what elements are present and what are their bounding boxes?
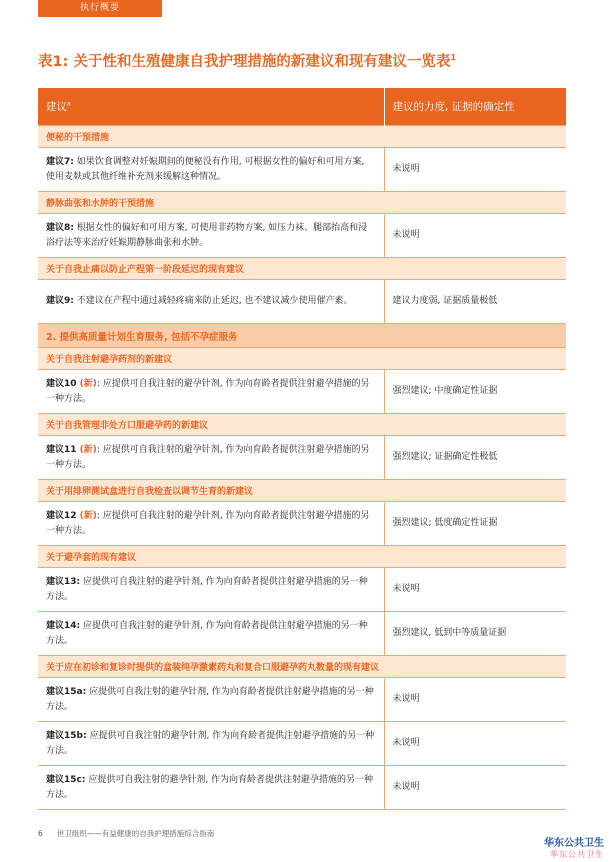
title-prefix: 表1:: [38, 54, 69, 70]
strength-cell: 强烈建议; 证据确定性极低: [384, 436, 566, 480]
recommendation-text: : 应提供可自我注射的避孕针剂, 作为向育龄者提供注射避孕措施的另一种方法。: [46, 444, 370, 470]
recommendation-text: 应提供可自我注射的避孕针剂, 作为向育龄者提供注射避孕措施的另一种方法。: [46, 730, 375, 756]
recommendation-label: 建议8:: [46, 222, 74, 233]
recommendation-cell: [38, 148, 384, 192]
new-badge: (新): [76, 510, 97, 521]
column-header-recommendation: 建议$^a$: [38, 88, 384, 126]
recommendation-cell: [38, 214, 384, 258]
table-row: [38, 722, 566, 766]
header-tab: 执行概要: [38, 0, 162, 17]
strength-cell: 未说明: [384, 214, 566, 258]
recommendation-text: 不建议在产程中通过减轻疼痛来防止延迟, 也不建议减少使用催产素。: [73, 296, 353, 306]
table-row: [38, 280, 566, 324]
recommendation-cell: [38, 612, 384, 656]
section-row: [38, 258, 566, 280]
title-text: 关于性和生殖健康自我护理措施的新建议和现有建议一览表: [68, 54, 451, 70]
section-title: 关于避孕套的现有建议: [38, 546, 566, 568]
section-title: 静脉曲张和水肿的干预措施: [38, 192, 566, 214]
new-badge: (新): [76, 444, 97, 455]
section-row: [38, 126, 566, 148]
major-section-row: [38, 324, 566, 348]
page-title: [38, 50, 578, 71]
section-row: [38, 546, 566, 568]
strength-cell: 未说明: [384, 678, 566, 722]
table-row: [38, 214, 566, 258]
recommendation-cell: [38, 280, 384, 324]
recommendation-cell: [38, 370, 384, 414]
recommendation-label: 建议7:: [46, 156, 74, 167]
recommendation-label: 建议12: [46, 510, 77, 521]
watermark-line1: 华东公共卫生: [544, 838, 604, 849]
header-footnote: a: [67, 100, 71, 108]
recommendation-text: 应提供可自我注射的避孕针剂, 作为向育龄者提供注射避孕措施的另一种方法。: [46, 576, 368, 602]
section-row: [38, 656, 566, 678]
recommendation-label: 建议15a:: [46, 686, 87, 697]
table-row: [38, 612, 566, 656]
recommendation-cell: [38, 766, 384, 810]
recommendation-cell: [38, 678, 384, 722]
table-row: [38, 370, 566, 414]
table-row: [38, 678, 566, 722]
section-title: 关于应在初诊和复诊时提供的盒装纯孕激素药丸和复合口服避孕药丸数量的现有建议: [38, 656, 566, 678]
column-header-strength: 建议的力度, 证据的确定性: [384, 88, 566, 126]
page-footer: [38, 828, 214, 839]
recommendation-cell: [38, 502, 384, 546]
recommendation-cell: [38, 722, 384, 766]
strength-cell: 未说明: [384, 722, 566, 766]
section-row: [38, 192, 566, 214]
section-title: 关于自我注射避孕药剂的新建议: [38, 348, 566, 370]
recommendation-label: 建议9:: [46, 296, 74, 306]
section-title: 关于自我管理非处方口服避孕药的新建议: [38, 414, 566, 436]
watermark-line2: 华东公共卫生: [550, 850, 604, 859]
strength-cell: 未说明: [384, 766, 566, 810]
strength-cell: 强烈建议, 低到中等质量证据: [384, 612, 566, 656]
section-title: 2. 提供高质量计划生育服务, 包括不孕症服务: [38, 324, 566, 348]
recommendation-label: 建议15c:: [46, 774, 86, 785]
recommendation-text: : 应提供可自我注射的避孕针剂, 作为向育龄者提供注射避孕措施的另一种方法。: [46, 510, 370, 536]
section-row: [38, 480, 566, 502]
strength-cell: 强烈建议; 中度确定性证据: [384, 370, 566, 414]
strength-cell: 建议力度弱, 证据质量极低: [384, 280, 566, 324]
section-title: 关于自我止痛以防止产程第一阶段延迟的现有建议: [38, 258, 566, 280]
recommendation-label: 建议15b:: [46, 730, 87, 741]
table-row: [38, 502, 566, 546]
recommendation-text: 应提供可自我注射的避孕针剂, 作为向育龄者提供注射避孕措施的另一种方法。: [46, 774, 374, 800]
page-number: 6: [38, 829, 43, 838]
section-title: 关于用排卵测试盒进行自我检查以调节生育的新建议: [38, 480, 566, 502]
table-header-row: [38, 88, 566, 126]
recommendation-text: 如果饮食调整对妊娠期间的便秘没有作用, 可根据女性的偏好和可用方案, 使用麦麸或其他纤维补充剂来缓解这种情况。: [46, 156, 365, 182]
new-badge: (新): [76, 378, 97, 389]
strength-cell: 未说明: [384, 568, 566, 612]
section-row: [38, 348, 566, 370]
strength-cell: 强烈建议; 低度确定性证据: [384, 502, 566, 546]
watermark: [544, 834, 604, 860]
recommendation-text: : 应提供可自我注射的避孕针剂, 作为向育龄者提供注射避孕措施的另一种方法。: [46, 378, 370, 404]
recommendation-label: 建议13:: [46, 576, 81, 587]
recommendation-cell: [38, 568, 384, 612]
title-footnote: 1: [450, 53, 457, 63]
section-row: [38, 414, 566, 436]
recommendation-text: 根据女性的偏好和可用方案, 可使用非药物方案, 如压力袜、腿部抬高和浸浴疗法等来治疗妊娠期静脉曲张和水肿。: [46, 222, 368, 248]
section-title: 便秘的干预措施: [38, 126, 566, 148]
recommendation-label: 建议11: [46, 444, 77, 455]
table-row: [38, 436, 566, 480]
table-row: [38, 148, 566, 192]
table-row: [38, 766, 566, 810]
footer-text: 世卫组织——有益健康的自我护理措施综合指南: [56, 829, 215, 838]
recommendation-label: 建议14:: [46, 620, 81, 631]
recommendation-cell: [38, 436, 384, 480]
table-row: [38, 568, 566, 612]
recommendation-text: 应提供可自我注射的避孕针剂, 作为向育龄者提供注射避孕措施的另一种方法。: [46, 686, 374, 712]
recommendations-table: [38, 88, 566, 810]
strength-cell: 未说明: [384, 148, 566, 192]
recommendation-label: 建议10: [46, 378, 77, 389]
recommendation-text: 应提供可自我注射的避孕针剂, 作为向育龄者提供注射避孕措施的另一种方法。: [46, 620, 368, 646]
